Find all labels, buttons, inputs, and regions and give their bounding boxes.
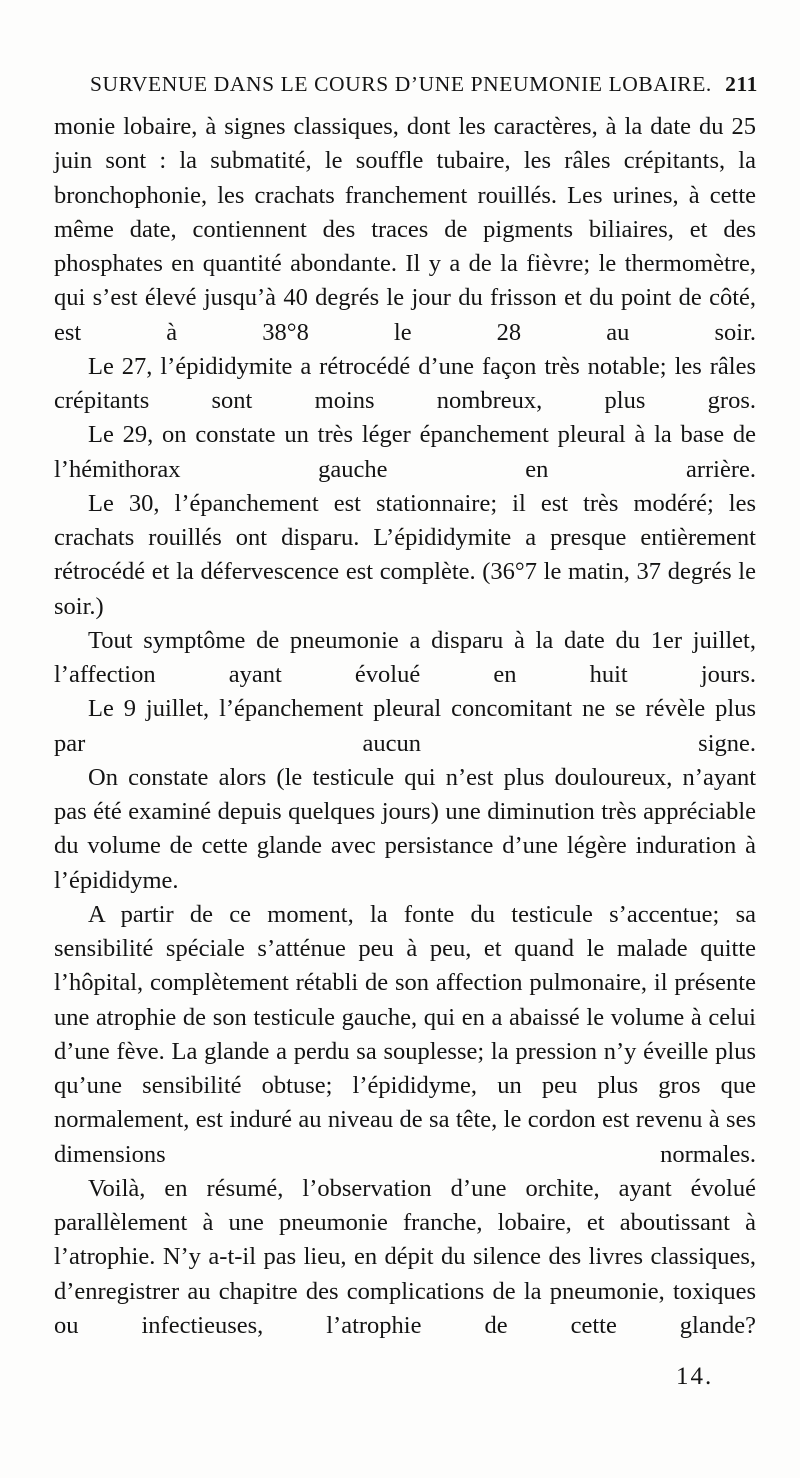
paragraph-9-july: Le 9 juillet, l’épanchement pleural concomitant ne se révèle plus par aucun signe. bbox=[54, 695, 756, 757]
signature-mark: 14. bbox=[676, 1363, 714, 1390]
paragraph-1-july: Tout symptôme de pneumonie a disparu à la date du 1er juillet, l’affection ayant évolué en huit jours. bbox=[54, 626, 756, 688]
body-text bbox=[54, 110, 756, 1343]
running-head bbox=[90, 72, 758, 97]
paragraph-testicle-exam: On constate alors (le testicule qui n’est plus douloureux, n’ayant pas été examiné depuis quelques jours) une diminution très appréciable du volume de cette glande avec persistance d’une légère induration à l’épididyme. bbox=[54, 763, 756, 894]
paragraph-29-june: Le 29, on constate un très léger épanchement pleural à la base de l’hémithorax gauche en arrière. bbox=[54, 421, 756, 483]
paragraph-atrophy: A partir de ce moment, la fonte du testicule s’accentue; sa sensibilité spéciale s’atténue peu à peu, et quand le malade quitte l’hôpital, complètement rétabli de son affection pulmonaire, il présente une atrophie de son testicule gauche, qui en a abaissé le volume à celui d’une fève. La glande a perdu sa souplesse; la pression n’y éveille plus qu’une sensibilité obtuse; l’épididyme, un peu plus gros que normalement, est induré au niveau de sa tête, le cordon est revenu à ses dimensions normales. bbox=[54, 900, 756, 1168]
paragraph-27-june: Le 27, l’épididymite a rétrocédé d’une façon très notable; les râles crépitants sont moins nombreux, plus gros. bbox=[54, 352, 756, 414]
paragraph-continuation: monie lobaire, à signes classiques, dont les caractères, à la date du 25 juin sont : la submatité, le souffle tubaire, les râles crépitants, la bronchophonie, les crachats franchement rouillés. Les urines, à cette même date, contiennent des traces de pigments biliaires, et des phosphates en quantité abondante. Il y a de la fièvre; le thermomètre, qui s’est élevé jusqu’à 40 degrés le jour du frisson et du point de côté, est à 38°8 le 28 au soir. bbox=[54, 113, 756, 346]
paragraph-summary: Voilà, en résumé, l’observation d’une orchite, ayant évolué parallèlement à une pneumonie franche, lobaire, et aboutissant à l’atrophie. N’y a-t-il pas lieu, en dépit du silence des livres classiques, d’enregistrer au chapitre des complications de la pneumonie, toxiques ou infectieuses, l’atrophie de cette glande? bbox=[54, 1174, 756, 1339]
page-number: 211 bbox=[725, 72, 758, 96]
paragraph-30-june: Le 30, l’épanchement est stationnaire; il est très modéré; les crachats rouillés ont disparu. L’épididymite a presque entièrement rétrocédé et la défervescence est complète. (36°7 le matin, 37 degrés le soir.) bbox=[54, 489, 756, 620]
running-head-title: SURVENUE DANS LE COURS D’UNE PNEUMONIE LOBAIRE. bbox=[90, 72, 712, 96]
